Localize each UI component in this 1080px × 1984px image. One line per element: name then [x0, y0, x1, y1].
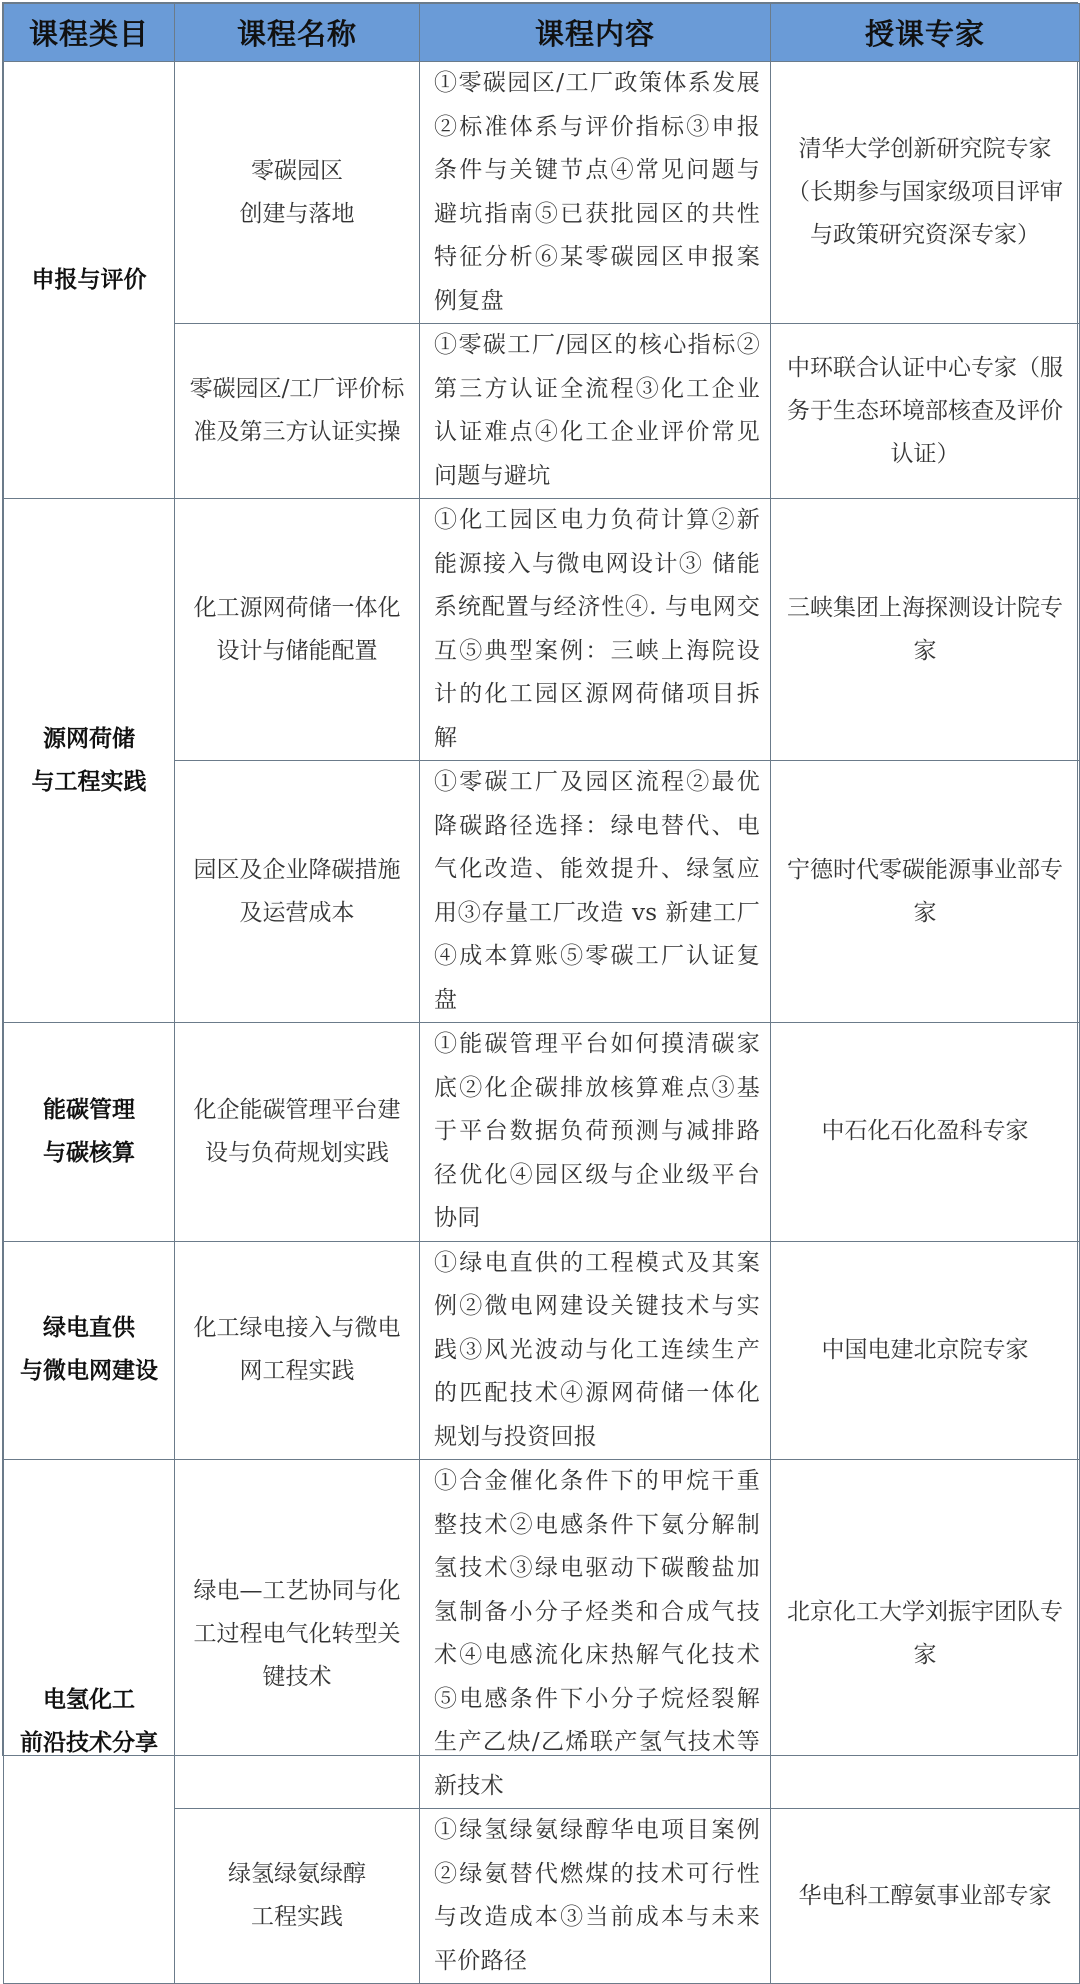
course-name-line: 设计与储能配置: [216, 637, 378, 664]
course-name-line: 零碳园区: [251, 157, 343, 184]
instructor-cell: 华电科工醇氨事业部专家: [771, 1809, 1080, 1984]
course-table: [3, 3, 1080, 1984]
category-label: 申报与评价: [31, 266, 147, 293]
course-name-cell: [175, 1809, 420, 1984]
course-name-cell: [175, 499, 420, 761]
course-name-cell: [175, 1023, 420, 1242]
course-name-line: 网工程实践: [239, 1358, 355, 1385]
category-cell: [4, 1023, 175, 1242]
course-table-frame: [2, 2, 1078, 1974]
category-cell: [4, 1241, 175, 1460]
instructor-cell: 宁德时代零碳能源事业部专家: [771, 761, 1080, 1023]
category-label: 前沿技术分享: [20, 1729, 158, 1756]
category-label: 与微电网建设: [20, 1358, 158, 1385]
category-label: 绿电直供: [43, 1315, 135, 1342]
course-name-cell: [175, 324, 420, 499]
course-content-cell: ①合金催化条件下的甲烷干重整技术②电感条件下氨分解制氢技术③绿电驱动下碳酸盐加氢制备小分子烃类和合成气技术④电感流化床热解气化技术⑤电感条件下小分子烷烃裂解生产乙炔/乙烯联产氢气技术等新技术: [420, 1460, 771, 1809]
course-name-cell: [175, 1460, 420, 1809]
course-name-cell: [175, 761, 420, 1023]
course-name-line: 化企能碳管理平台建: [193, 1096, 401, 1123]
course-name-line: 绿电—工艺协同与化: [193, 1577, 401, 1604]
course-name-line: 化工源网荷储一体化: [193, 594, 401, 621]
header-course-content: 课程内容: [420, 4, 771, 62]
instructor-cell: 清华大学创新研究院专家（长期参与国家级项目评审与政策研究资深专家）: [771, 62, 1080, 324]
table-row: [4, 499, 1080, 761]
header-category: 课程类目: [4, 4, 175, 62]
course-content-cell: ①化工园区电力负荷计算②新能源接入与微电网设计③ 储能系统配置与经济性④. 与电网交互⑤典型案例：三峡上海院设计的化工园区源网荷储项目拆解: [420, 499, 771, 761]
course-name-line: 工程实践: [251, 1904, 343, 1930]
course-name-line: 化工绿电接入与微电: [193, 1315, 401, 1342]
course-name-cell: [175, 1241, 420, 1460]
course-content-cell: ①零碳园区/工厂政策体系发展②标准体系与评价指标③申报条件与关键节点④常见问题与避坑指南⑤已获批园区的共性特征分析⑥某零碳园区申报案例复盘: [420, 62, 771, 324]
table-row: [4, 62, 1080, 324]
course-content-cell: ①零碳工厂/园区的核心指标②第三方认证全流程③化工企业认证难点④化工企业评价常见问题与避坑: [420, 324, 771, 499]
course-name-line: 工过程电气化转型关: [193, 1620, 401, 1647]
header-course-name: 课程名称: [175, 4, 420, 62]
category-cell: [4, 1460, 175, 1984]
category-cell: [4, 499, 175, 1023]
table-row: [4, 1460, 1080, 1809]
instructor-cell: 三峡集团上海探测设计院专家: [771, 499, 1080, 761]
table-row: [4, 1241, 1080, 1460]
instructor-cell: 北京化工大学刘振宇团队专家: [771, 1460, 1080, 1809]
instructor-cell: 中环联合认证中心专家（服务于生态环境部核查及评价认证）: [771, 324, 1080, 499]
category-label: 与工程实践: [31, 768, 147, 795]
course-name-line: 园区及企业降碳措施: [193, 856, 401, 883]
instructor-cell: 中石化石化盈科专家: [771, 1023, 1080, 1242]
category-label: 电氢化工: [43, 1686, 135, 1713]
instructor-cell: 中国电建北京院专家: [771, 1241, 1080, 1460]
course-name-line: 及运营成本: [239, 899, 355, 926]
course-name-line: 设与负荷规划实践: [205, 1139, 389, 1166]
course-name-line: 零碳园区/工厂评价标: [189, 376, 405, 402]
course-name-line: 准及第三方认证实操: [193, 419, 401, 445]
table-row: [4, 1023, 1080, 1242]
course-content-cell: ①绿氢绿氨绿醇华电项目案例②绿氨替代燃煤的技术可行性与改造成本③当前成本与未来平价路径: [420, 1809, 771, 1984]
header-row: [4, 4, 1080, 62]
category-label: 源网荷储: [43, 725, 135, 752]
course-name-line: 键技术: [262, 1663, 332, 1690]
category-label: 与碳核算: [43, 1139, 135, 1166]
course-content-cell: ①零碳工厂及园区流程②最优降碳路径选择：绿电替代、电气化改造、能效提升、绿氢应用③存量工厂改造 vs 新建工厂④成本算账⑤零碳工厂认证复盘: [420, 761, 771, 1023]
course-content-cell: ①能碳管理平台如何摸清碳家底②化企碳排放核算难点③基于平台数据负荷预测与减排路径优化④园区级与企业级平台协同: [420, 1023, 771, 1242]
course-name-line: 创建与落地: [239, 200, 355, 227]
header-instructor: 授课专家: [771, 4, 1080, 62]
course-name-line: 绿氢绿氨绿醇: [228, 1861, 366, 1887]
course-content-cell: ①绿电直供的工程模式及其案例②微电网建设关键技术与实践③风光波动与化工连续生产的匹配技术④源网荷储一体化规划与投资回报: [420, 1241, 771, 1460]
category-cell: [4, 62, 175, 499]
course-name-cell: [175, 62, 420, 324]
category-label: 能碳管理: [43, 1096, 135, 1123]
